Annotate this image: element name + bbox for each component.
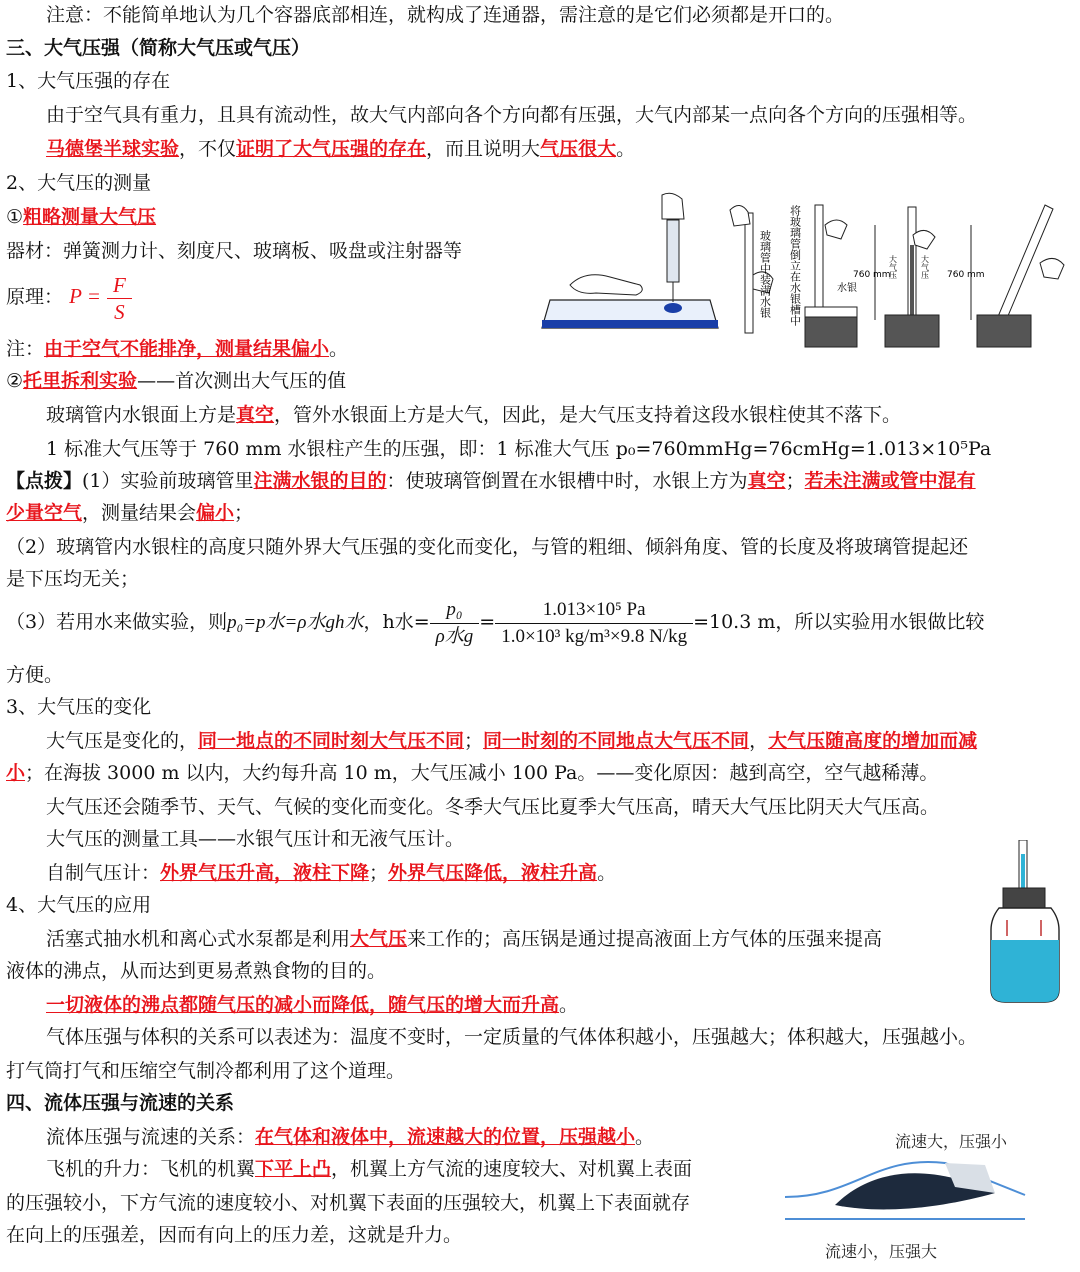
paragraph-pump xyxy=(46,924,882,954)
tip-line-4 xyxy=(6,564,139,594)
key-point: 外界气压降低，液柱升高 xyxy=(388,862,598,884)
wing-figure xyxy=(785,1125,1030,1265)
key-point: 证明了大气压强的存在 xyxy=(236,138,427,160)
numerator: F xyxy=(107,272,132,299)
denominator: 1.0×10³ kg/m³×9.8 N/kg xyxy=(501,625,688,647)
subheading-text: 2、大气压的测量 xyxy=(6,172,152,194)
fraction-values xyxy=(495,597,693,650)
paragraph-homemade xyxy=(46,858,616,888)
materials-line xyxy=(6,236,462,266)
denominator: ρ水g xyxy=(435,625,474,647)
text: ，h水= xyxy=(363,611,430,633)
key-point: 托里拆利实验 xyxy=(23,370,138,392)
text: 气体压强与体积的关系可以表述为：温度不变时，一定质量的气体体积越小，压强越大；体积越大，压强越小。 xyxy=(46,1026,978,1048)
text: ，不仅 xyxy=(179,138,237,160)
text: 。 xyxy=(597,862,617,884)
text: = xyxy=(479,611,496,633)
text: ； xyxy=(234,502,254,524)
text: 来工作的；高压锅是通过提高液面上方气体的压强来提高 xyxy=(407,928,883,950)
key-point: 粗略测量大气压 xyxy=(23,206,157,228)
text: 流体压强与流速的关系： xyxy=(46,1126,256,1148)
tip-line-2 xyxy=(6,498,253,528)
tip-line-3 xyxy=(6,532,968,562)
key-point: 注满水银的目的 xyxy=(253,470,387,492)
key-point: 少量空气 xyxy=(6,502,83,524)
wing-bottom-label: 流速小，压强大 xyxy=(825,1242,938,1261)
figure-label: 760 mm xyxy=(947,270,985,280)
text: ，机翼上方气流的速度较大、对机翼上表面 xyxy=(331,1158,693,1180)
water xyxy=(991,940,1059,1002)
barometer-bottle-figure xyxy=(985,840,1065,1005)
tip-label: 【点拨】 xyxy=(6,470,83,492)
text: 。 xyxy=(616,138,636,160)
formula-fraction xyxy=(107,272,132,325)
paragraph-change-2 xyxy=(6,758,938,788)
hand-icon xyxy=(570,275,642,295)
hand-icon xyxy=(1040,258,1064,279)
text: 原理： xyxy=(6,286,64,308)
paragraph-fluid-relation xyxy=(46,1122,654,1152)
figure-label: 大气压 xyxy=(920,255,930,279)
paragraph-lift-3 xyxy=(6,1220,462,1250)
subheading-text: 3、大气压的变化 xyxy=(6,696,152,718)
key-point: 大气压随高度的增加而减 xyxy=(768,730,978,752)
key-point: 真空 xyxy=(236,404,275,426)
mercury-trough xyxy=(805,315,857,347)
figure-label: 玻璃管中装满水银 xyxy=(758,230,772,318)
key-point: 外界气压升高，液柱下降 xyxy=(160,862,370,884)
key-point: 由于空气不能排净，测量结果偏小 xyxy=(44,338,330,360)
key-point: 一切液体的沸点都随气压的减小而降低，随气压的增大而升高 xyxy=(46,994,560,1016)
key-point: 偏小 xyxy=(196,502,235,524)
subheading-existence xyxy=(6,66,170,96)
suction-cup-figure xyxy=(540,190,720,335)
mercury-column xyxy=(910,245,914,321)
subheading-text: 1、大气压强的存在 xyxy=(6,70,171,92)
hand-icon xyxy=(662,193,684,219)
text: 大气压的测量工具——水银气压计和无液气压计。 xyxy=(46,828,465,850)
text: 。 xyxy=(559,994,579,1016)
note-result-low xyxy=(6,334,348,364)
numerator: 1.013×10⁵ Pa xyxy=(495,597,693,624)
paragraph-magdeburg xyxy=(46,134,635,164)
heading-text: 三、大气压强（简称大气压或气压） xyxy=(6,37,311,59)
note-text: 注意：不能简单地认为几个容器底部相连，就构成了连通器，需注意的是它们必须都是开口的。 xyxy=(46,4,845,26)
text: ，管外水银面上方是大气，因此，是大气压支持着这段水银柱使其不落下。 xyxy=(274,404,902,426)
suction-cup xyxy=(664,303,682,313)
text: ，测量结果会 xyxy=(82,502,197,524)
text: 方便。 xyxy=(6,664,64,686)
text: ：使玻璃管倒置在水银槽中时，水银上方为 xyxy=(386,470,748,492)
text: ；在海拔 3000 m 以内，大约每升高 10 m，大气压减小 100 Pa。——变化原因：越到高空，空气越稀薄。 xyxy=(25,762,939,784)
paragraph-lift-1 xyxy=(46,1154,692,1184)
text: ， xyxy=(749,730,769,752)
note-line xyxy=(46,0,844,30)
text: 液体的沸点，从而达到更易煮熟食物的目的。 xyxy=(6,960,387,982)
text: 飞机的升力：飞机的机翼 xyxy=(46,1158,256,1180)
glass-tube xyxy=(745,213,753,333)
key-point: 同一时刻的不同地点大气压不同 xyxy=(483,730,750,752)
paragraph-text: 由于空气具有重力，且具有流动性，故大气内部向各个方向都有压强，大气内部某一点向各个方向的压强相等。 xyxy=(46,104,978,126)
subheading-application xyxy=(6,890,151,920)
paragraph-change-1 xyxy=(46,726,977,756)
hand-icon xyxy=(825,220,847,239)
paragraph-pump-air xyxy=(6,1056,405,1086)
paragraph xyxy=(46,100,977,130)
principle-line xyxy=(6,268,132,325)
hand-icon xyxy=(730,205,750,226)
text: 的压强较小，下方气流的速度较小、对机翼下表面的压强较大，机翼上下表面就存 xyxy=(6,1192,691,1214)
subheading-text: 4、大气压的应用 xyxy=(6,894,152,916)
heading-text: 四、流体压强与流速的关系 xyxy=(6,1092,235,1114)
formula-p: P = xyxy=(69,284,101,308)
text: ① xyxy=(6,206,24,228)
paragraph-lift-2 xyxy=(6,1188,690,1218)
text: 活塞式抽水机和离心式水泵都是利用 xyxy=(46,928,351,950)
key-point: 下平上凸 xyxy=(255,1158,332,1180)
text: 自制气压计： xyxy=(46,862,161,884)
figure-label: 水银 xyxy=(837,283,857,294)
item-torricelli xyxy=(6,366,346,396)
text: 注： xyxy=(6,338,45,360)
figure-label: 大气压 xyxy=(888,255,898,279)
glass-tube xyxy=(815,205,823,323)
key-point: 马德堡半球实验 xyxy=(46,138,180,160)
spring-scale xyxy=(667,220,679,282)
mercury-trough xyxy=(885,315,939,347)
text: (1）实验前玻璃管里 xyxy=(82,470,254,492)
text: 。 xyxy=(329,338,349,360)
standard-atm-line xyxy=(46,434,991,464)
text: ； xyxy=(464,730,484,752)
text: ，而且说明大 xyxy=(426,138,541,160)
text: （3）若用水来做实验，则 xyxy=(6,611,228,633)
key-point: 小 xyxy=(6,762,26,784)
paragraph-boiling-rule xyxy=(46,990,578,1020)
text: 大气压还会随季节、天气、气候的变化而变化。冬季大气压比夏季大气压高，晴天大气压比阴天大气压高。 xyxy=(46,796,940,818)
key-point: 同一地点的不同时刻大气压不同 xyxy=(198,730,465,752)
paragraph-instruments xyxy=(46,824,464,854)
text: 器材：弹簧测力计、刻度尺、玻璃板、吸盘或注射器等 xyxy=(6,240,463,262)
paragraph-seasons xyxy=(46,792,939,822)
paragraph-gas-volume xyxy=(46,1022,977,1052)
fraction-p0 xyxy=(430,597,480,650)
figure-label: 760 mm xyxy=(853,270,891,280)
text-line xyxy=(6,660,63,690)
item-rough-measure xyxy=(6,202,156,232)
subheading-change xyxy=(6,692,151,722)
text: =10.3 m，所以实验用水银做比较 xyxy=(693,611,985,633)
denominator: S xyxy=(114,299,125,324)
key-point: 气压很大 xyxy=(540,138,617,160)
text: 。 xyxy=(635,1126,655,1148)
key-point: 大气压 xyxy=(350,928,408,950)
text: 大气压是变化的， xyxy=(46,730,199,752)
key-point: 真空 xyxy=(747,470,786,492)
water-experiment-line xyxy=(6,592,984,653)
text: ； xyxy=(785,470,805,492)
tip-line-1 xyxy=(6,466,976,496)
section-heading-atmospheric-pressure xyxy=(6,33,310,63)
text: ； xyxy=(369,862,389,884)
text: 打气筒打气和压缩空气制冷都利用了这个道理。 xyxy=(6,1060,406,1082)
text: 玻璃管内水银面上方是 xyxy=(46,404,237,426)
torricelli-figure xyxy=(725,195,1080,350)
figure-label: 将玻璃管倒立在水银槽中 xyxy=(788,205,802,326)
trough-rim xyxy=(805,307,857,317)
mercury-trough xyxy=(977,315,1031,347)
numerator: p₀ xyxy=(430,597,480,624)
plate-edge xyxy=(542,320,718,328)
key-point: 在气体和液体中，流速越大的位置，压强越小 xyxy=(255,1126,636,1148)
text: 在向上的压强差，因而有向上的压力差，这就是升力。 xyxy=(6,1224,463,1246)
paragraph-vacuum xyxy=(46,400,901,430)
formula: p₀=p水=ρ水gh水 xyxy=(227,612,364,633)
paragraph-boiling xyxy=(6,956,386,986)
text: ② xyxy=(6,370,24,392)
text: （2）玻璃管内水银柱的高度只随外界大气压强的变化而变化，与管的粗细、倾斜角度、管的长度及将玻璃管提起还 xyxy=(6,536,969,558)
wing-top-label: 流速大，压强小 xyxy=(895,1132,1008,1151)
text: 是下压均无关； xyxy=(6,568,140,590)
subheading-measurement xyxy=(6,168,151,198)
text: ——首次测出大气压的值 xyxy=(137,370,347,392)
key-point: 若未注满或管中混有 xyxy=(804,470,976,492)
text: 1 标准大气压等于 760 mm 水银柱产生的压强，即：1 标准大气压 p₀=760mmHg=76cmHg=1.013×10⁵Pa xyxy=(46,438,992,460)
bottle-cap xyxy=(1003,888,1045,908)
section-heading-fluid xyxy=(6,1088,234,1118)
